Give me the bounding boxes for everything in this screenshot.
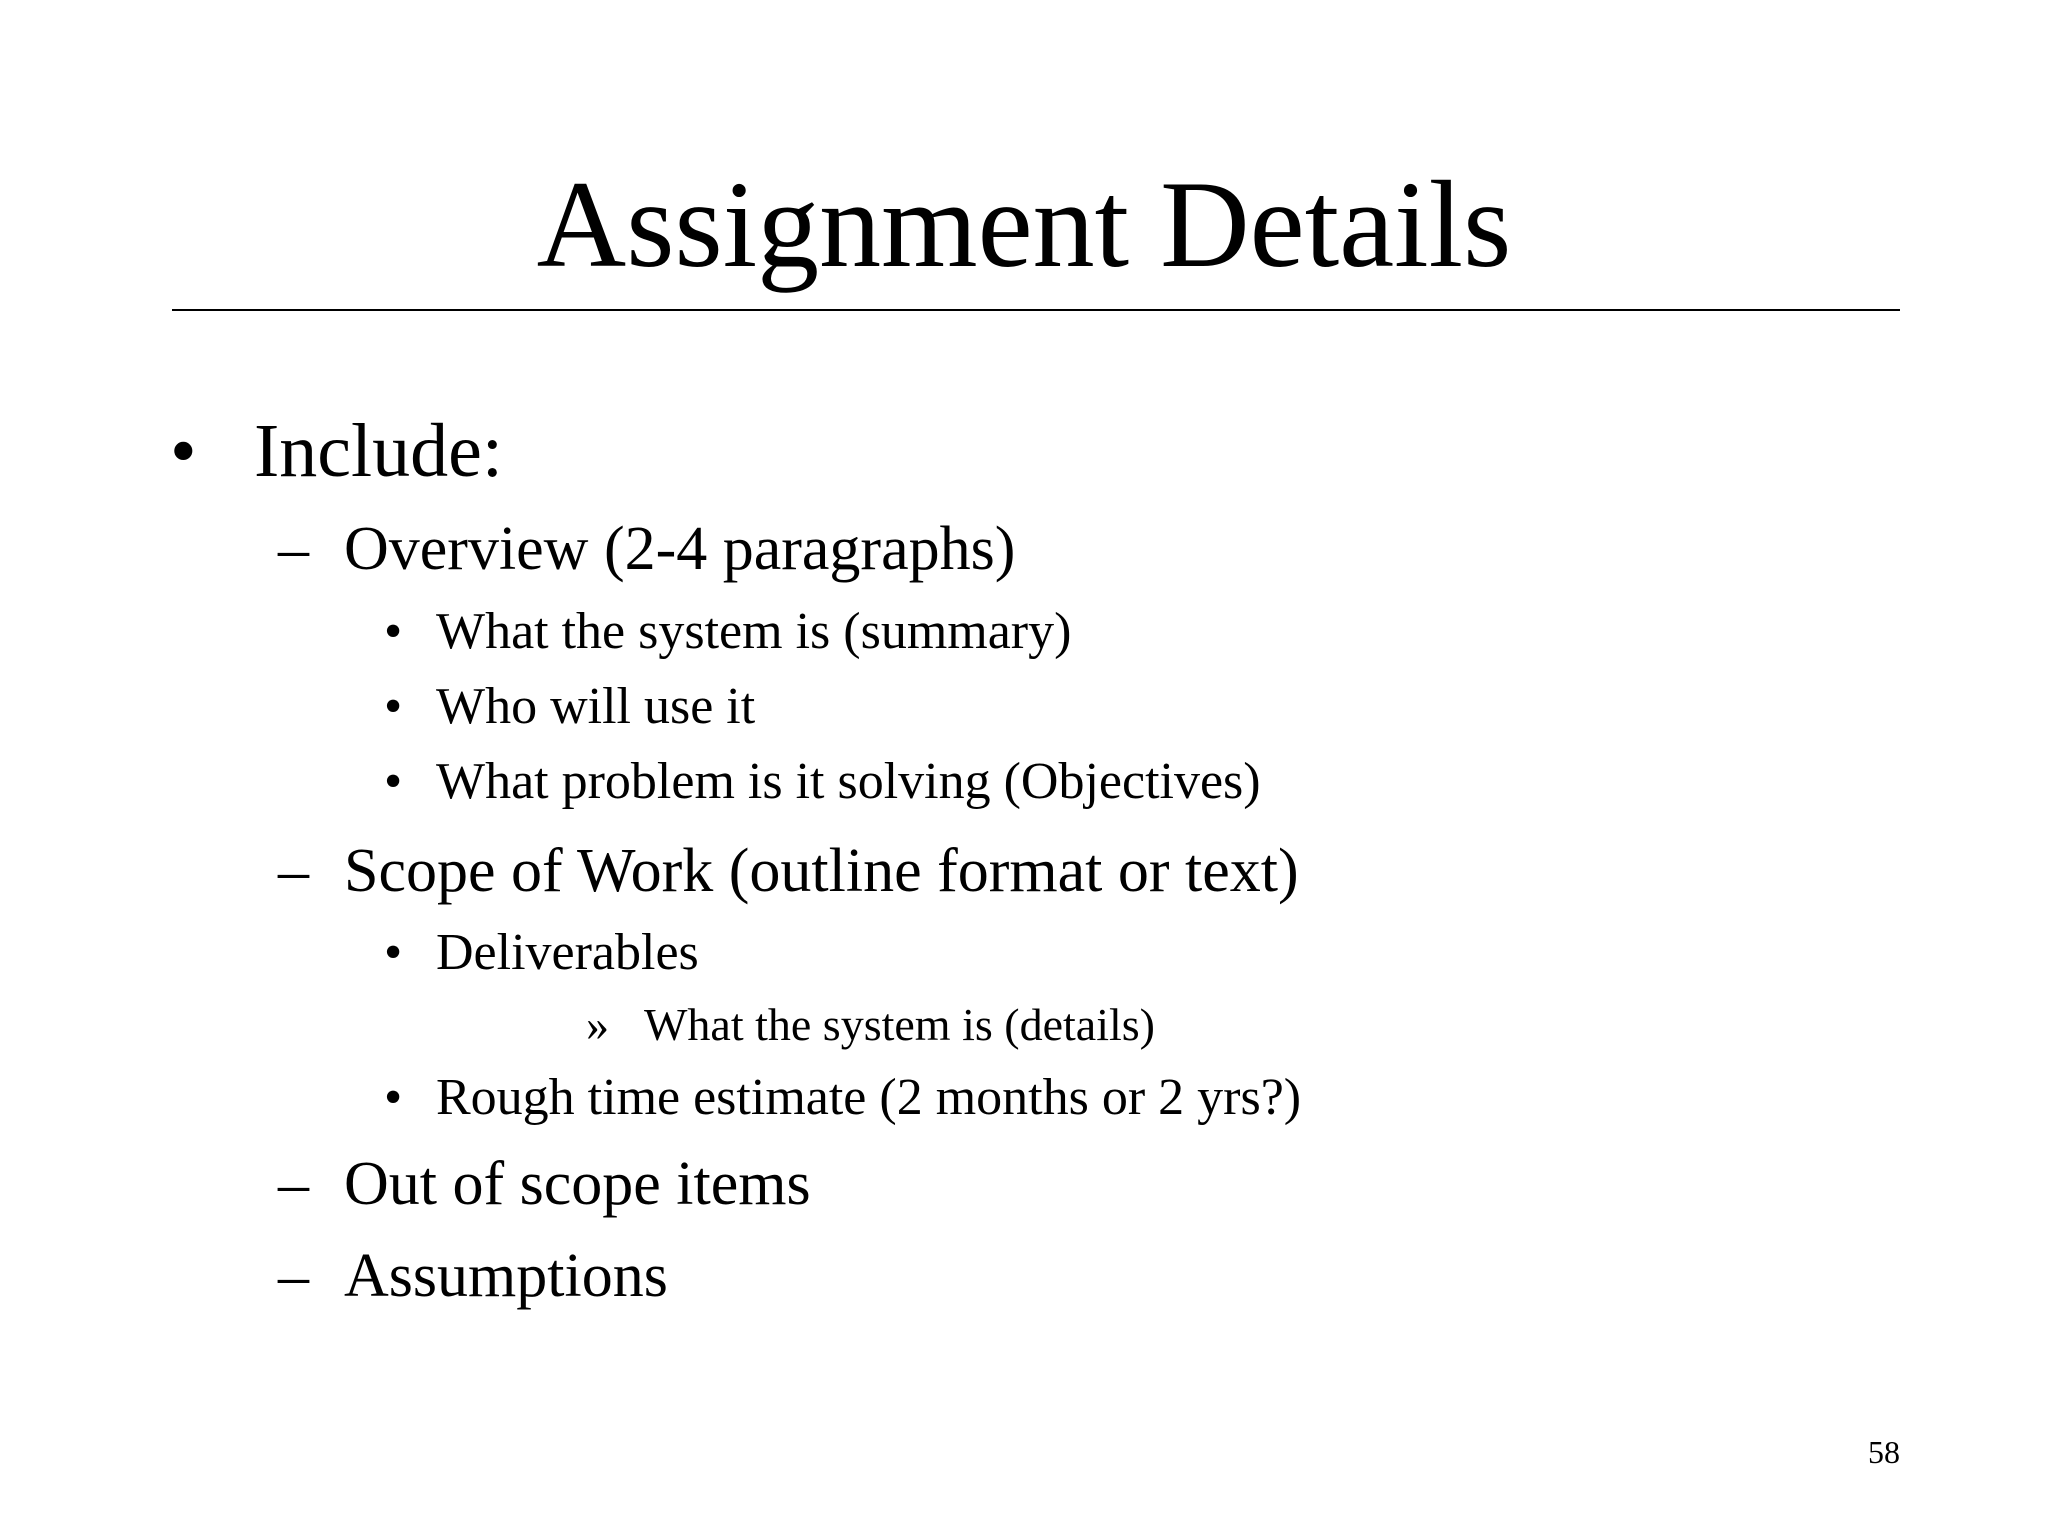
bullet-text: Who will use it — [436, 678, 756, 735]
title-divider — [172, 309, 1900, 311]
bullet-text: What problem is it solving (Objectives) — [436, 753, 1261, 810]
bullet-text: Assumptions — [344, 1242, 668, 1310]
bullet-text: What the system is (summary) — [436, 603, 1072, 660]
dash-marker: – — [278, 1242, 309, 1310]
bullet-text: Overview (2-4 paragraphs) — [344, 515, 1016, 583]
bullet-text: Include: — [254, 409, 504, 493]
page-number: 58 — [1868, 1434, 1900, 1470]
dash-marker: – — [278, 1150, 309, 1218]
bullet-marker: • — [384, 924, 403, 981]
bullet-text: Deliverables — [436, 924, 699, 981]
bullet-marker: • — [384, 603, 403, 660]
bullet-text: What the system is (details) — [644, 999, 1155, 1050]
dash-marker: – — [278, 515, 309, 583]
bullet-text: Rough time estimate (2 months or 2 yrs?) — [436, 1069, 1302, 1126]
chevron-marker: » — [586, 999, 609, 1050]
bullet-text: Out of scope items — [344, 1150, 811, 1218]
bullet-marker: • — [384, 678, 403, 735]
bullet-marker: • — [384, 753, 403, 810]
bullet-marker: • — [384, 1069, 403, 1126]
bullet-text: Scope of Work (outline format or text) — [344, 837, 1299, 905]
bullet-marker: • — [170, 409, 197, 493]
dash-marker: – — [278, 837, 309, 905]
slide-title: Assignment Details — [536, 156, 1512, 293]
